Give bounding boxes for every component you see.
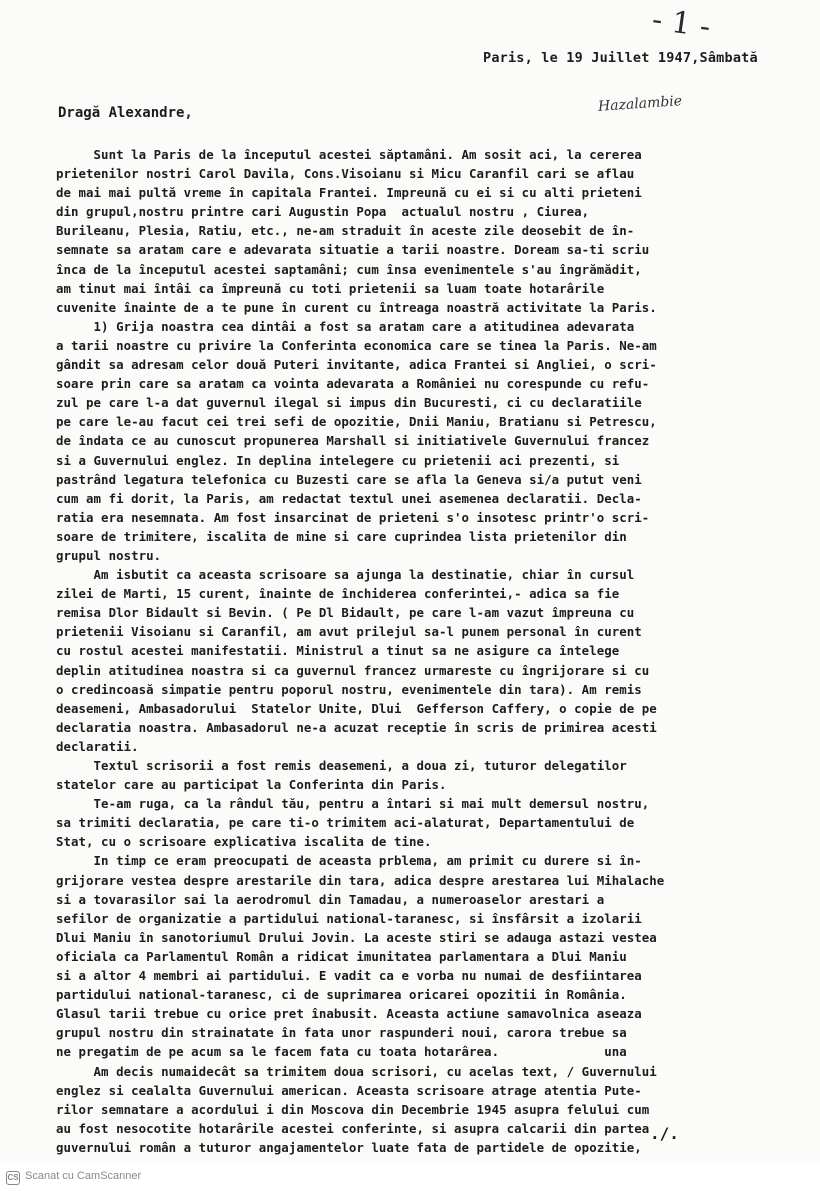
- salutation: Dragă Alexandre,: [58, 105, 193, 121]
- letter-line: de mai mai pultă vreme în capitala Frantei. Impreună cu ei si cu alti prieteni: [56, 185, 642, 201]
- letter-line: declaratii.: [56, 738, 139, 754]
- letter-line: grupul nostru din strainatate în fata unor raspunderi noui, carora trebue sa: [56, 1025, 627, 1041]
- letter-line: Dlui Maniu în sanotoriumul Drului Jovin. La aceste stiri se adauga astazi vestea: [56, 929, 657, 945]
- letter-line: înca de la începutul acestei saptamâni; cum însa evenimentele s'au îngrămădit,: [56, 261, 642, 277]
- letter-line: deplin atitudinea noastra si ca guvernul francez urmareste cu îngrijorare si cu: [56, 662, 650, 678]
- letter-line: am tinut mai întâi ca împreună cu toti prietenii sa luam toate hotarârile: [56, 280, 605, 296]
- camscanner-logo-icon: CS: [6, 1171, 20, 1185]
- letter-line: sa trimiti declaratia, pe care ti-o trimitem aci-alaturat, Departamentului de: [56, 815, 635, 831]
- letter-line: prietenilor nostri Carol Davila, Cons.Visoianu si Micu Caranfil cari se aflau: [56, 166, 635, 182]
- letter-line: ratia era nesemnata. Am fost insarcinat de prieteni s'o insotesc printr'o scri-: [56, 509, 650, 525]
- letter-line: englez si cealalta Guvernului american. Aceasta scrisoare atrage atentia Pute-: [56, 1082, 642, 1098]
- scanner-watermark-text: Scanat cu CamScanner: [25, 1170, 142, 1182]
- letter-line: cu rostul acestei manifestatii. Ministrul a tinut sa ne asigure ca întelege: [56, 643, 620, 659]
- letter-line: o credincoasă simpatie pentru poporul nostru, evenimentele din tara). Am remis: [56, 681, 642, 697]
- letter-line: si a Guvernului englez. In deplina intelegere cu prietenii aci prezenti, si: [56, 452, 620, 468]
- letter-line: oficiala ca Parlamentul Român a ridicat imunitatea parlamentara a Dlui Maniu: [56, 948, 627, 964]
- letter-line: Te-am ruga, ca la rândul tău, pentru a întari si mai mult demersul nostru,: [56, 796, 650, 812]
- letter-line: Textul scrisorii a fost remis deasemeni, a doua zi, tuturor delegatilor: [56, 758, 627, 773]
- letter-line: ne pregatim de pe acum sa le facem fata cu toata hotarârea. una: [56, 1044, 627, 1060]
- letter-line: Am decis numaidecât sa trimitem doua scrisori, cu acelas text, / Guvernului: [56, 1063, 657, 1079]
- letter-line: pe care le-au facut cei trei sefi de opozitie, Dnii Maniu, Bratianu si Petrescu,: [56, 414, 657, 430]
- scanner-footer: [0, 1164, 820, 1191]
- letter-line: cuvenite înainte de a te pune în curent cu întreaga noastră activitate la Paris.: [56, 299, 657, 315]
- letter-line: rilor semnatare a acordului i din Moscova din Decembrie 1945 asupra felului cum: [56, 1101, 650, 1117]
- handwritten-margin-note: Hazalambie: [597, 93, 683, 115]
- letter-line: a tarii noastre cu privire la Conferinta economica care se tinea la Paris. Ne-am: [56, 337, 657, 353]
- letter-line: deasemeni, Ambasadorului Statelor Unite, Dlui Gefferson Caffery, o copie de pe: [56, 700, 657, 716]
- letter-line: semnate sa aratam care e adevarata situatie a tarii noastre. Doream sa-ti scriu: [56, 242, 650, 258]
- letter-line: In timp ce eram preocupati de aceasta prblema, am primit cu durere si în-: [56, 853, 642, 869]
- page-number-mark: - 1 -: [649, 2, 713, 45]
- letter-line: cum am fi dorit, la Paris, am redactat textul unei asemenea declaratii. Decla-: [56, 490, 642, 506]
- letter-line: si a tovarasilor sai la aerodromul din Tamadau, a numeroaselor arestari a: [56, 891, 605, 907]
- dateline: Paris, le 19 Juillet 1947,Sâmbată: [483, 50, 758, 66]
- letter-body: [56, 145, 798, 1157]
- letter-line: declaratia noastra. Ambasadorul ne-a acuzat receptie în scris de primirea acesti: [56, 719, 657, 735]
- letter-line: grupul nostru.: [56, 547, 162, 563]
- letter-line: soare de trimitere, iscalita de mine si care cuprindea lista prietenilor din: [56, 528, 627, 544]
- letter-line: grijorare vestea despre arestarile din tara, adica despre arestarea lui Mihalache: [56, 872, 665, 888]
- letter-line: statelor care au participat la Conferinta din Paris.: [56, 777, 447, 793]
- letter-line: prietenii Visoianu si Caranfil, am avut prilejul sa-l punem personal în curent: [56, 624, 642, 640]
- letter-line: zul pe care l-a dat guvernul ilegal si impus din Bucuresti, ci cu declaratiile: [56, 395, 642, 411]
- letter-line: 1) Grija noastra cea dintâi a fost sa aratam care a atitudinea adevarata: [56, 318, 635, 334]
- letter-line: au fost nesocotite hotarârile acestei conferinte, si asupra calcarii din partea: [56, 1120, 650, 1136]
- letter-line: remisa Dlor Bidault si Bevin. ( Pe Dl Bidault, pe care l-am vazut împreuna cu: [56, 605, 635, 621]
- letter-line: Stat, cu o scrisoare explicativa iscalita de tine.: [56, 834, 432, 850]
- letter-line: zilei de Marti, 15 curent, înainte de închiderea conferintei,- adica sa fie: [56, 586, 620, 602]
- letter-line: partidului national-taranesc, ci de suprimarea oricarei opozitii în România.: [56, 987, 627, 1003]
- letter-line: Glasul tarii trebue cu orice pret înabusit. Aceasta actiune samavolnica aseaza: [56, 1006, 642, 1022]
- continuation-mark: ./.: [650, 1124, 679, 1143]
- letter-line: din grupul,nostru printre cari Augustin Popa actualul nostru , Ciurea,: [56, 204, 590, 220]
- letter-line: pastrând legatura telefonica cu Buzesti care se afla la Geneva si/a putut veni: [56, 471, 642, 487]
- letter-line: Sunt la Paris de la începutul acestei săptamâni. Am sosit aci, la cererea: [56, 147, 642, 162]
- letter-line: si a altor 4 membri ai partidului. E vadit ca e vorba nu numai de desfiintarea: [56, 968, 642, 984]
- letter-line: sefilor de organizatie a partidului national-taranesc, si însfârsit a izolarii: [56, 910, 642, 926]
- letter-line: gândit sa adresam celor două Puteri invitante, adica Frantei si Angliei, o scri-: [56, 357, 657, 373]
- letter-line: de îndata ce au cunoscut propunerea Marshall si initiativele Guvernului francez: [56, 433, 650, 449]
- letter-line: soare prin care sa aratam ca vointa adevarata a României nu corespunde cu refu-: [56, 376, 650, 392]
- letter-line: guvernului român a tuturor angajamentelor luate fata de partidele de opozitie,: [56, 1139, 642, 1155]
- letter-line: Burileanu, Plesia, Ratiu, etc., ne-am straduit în aceste zile deosebit de în-: [56, 223, 635, 239]
- letter-line: Am isbutit ca aceasta scrisoare sa ajunga la destinatie, chiar în cursul: [56, 567, 635, 583]
